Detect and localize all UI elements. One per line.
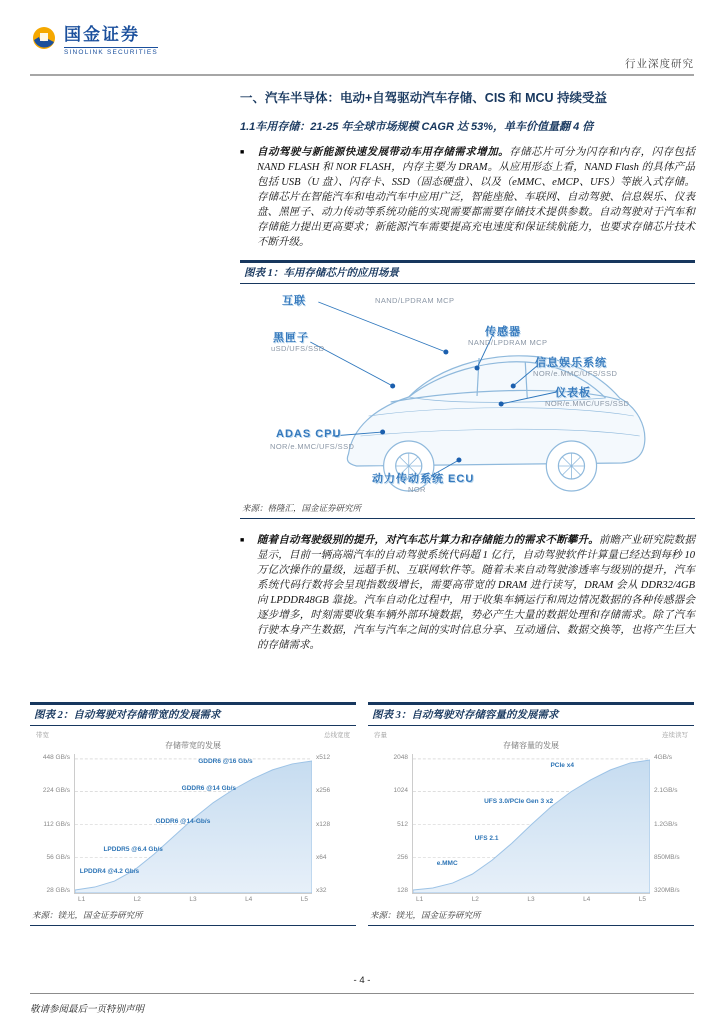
sinolink-logo-icon [30, 24, 58, 52]
figure-2-source: 来源：镁光，国金证券研究所 [30, 906, 356, 926]
capacity-plot-area [412, 754, 650, 894]
capacity-right-ticks [650, 754, 690, 894]
paragraph-1-rest: 存储芯片可分为闪存和内存，闪存包括 NAND FLASH 和 NOR FLASH，内存主要为 DRAM。从应用形态上看，NAND Flash 的具体产品包括 USB（U 盘）、闪存卡、SSD（固态硬盘）、以及（eMMC、eMCP、UFS）等嵌入式存储。存储芯片在智能汽车和电动汽车中应用广泛，智能座舱、车联网、自动驾驶、信息娱乐、仪表盘、黑匣子、动力传动等系统功能的实现需要都需要存储技术提供参数。自动驾驶对于汽车和存储能力提出更高要求；新能源汽车需要提高充电速度和保证续航能力，也要求存储芯片技术不断升级。 [257, 147, 696, 248]
callout-powertrain-ecu-memory: NOR [408, 485, 426, 494]
capacity-chart-title: 存储容量的发展 [503, 741, 559, 750]
callout-adas-cpu-memory: NOR/e.MMC/UFS/SSD [270, 442, 355, 451]
footer-divider [30, 993, 694, 994]
right-axis-label: 连续读写 [662, 732, 688, 739]
figure-3-source: 来源：镁光，国金证券研究所 [368, 906, 694, 926]
callout-connectivity-label: 互联 [282, 295, 306, 307]
capacity-chart-axis-heads [372, 730, 690, 739]
subsection-title: 1.1车用存储：21-25 年全球市场规模 CAGR 达 53%，单车价值量翻 4 倍 [240, 121, 594, 133]
chart-annotation-gddr6-16: GDDR6 @16 Gb/s [198, 758, 253, 766]
y-tick: 1024 [393, 787, 408, 795]
left-axis-label: 容量 [374, 732, 387, 739]
callout-blackbox-label: 黑匣子 [273, 332, 309, 344]
figure-1-car-diagram [240, 284, 695, 499]
page-number: - 4 - [353, 975, 371, 986]
callout-sensor-memory: NAND/LPDRAM MCP [468, 338, 548, 347]
paragraph-1-text [257, 145, 695, 250]
brand-name-en: SINOLINK SECURITIES [64, 49, 158, 56]
capacity-left-ticks [372, 754, 412, 894]
chart-annotation-ufs30: UFS 3.0/PCIe Gen 3 x2 [484, 798, 554, 806]
y-tick: 2.1GB/s [654, 787, 678, 795]
left-axis-label: 带宽 [36, 732, 49, 739]
capacity-chart [368, 726, 694, 906]
x-tick: L5 [638, 896, 646, 903]
y-tick: x32 [316, 887, 327, 894]
callout-sensor-label: 传感器 [485, 326, 521, 338]
bandwidth-right-ticks [312, 754, 352, 894]
bandwidth-x-ticks [34, 894, 352, 905]
right-axis-label: 总线宽度 [324, 732, 350, 739]
y-tick: 320MB/s [654, 887, 680, 894]
footer-disclaimer: 敬请参阅最后一页特别声明 [30, 1005, 145, 1015]
paragraph-2-lead: 随着自动驾驶级别的提升，对汽车芯片算力和存储能力的需求不断攀升。 [257, 535, 599, 546]
chart-annotation-emmc: e.MMC [436, 859, 458, 867]
x-tick: L3 [189, 896, 197, 903]
bandwidth-chart [30, 726, 356, 906]
y-tick: x64 [316, 853, 327, 861]
y-tick: 128 [397, 887, 408, 894]
bandwidth-plot-row [34, 754, 352, 894]
chart-annotation-ufs21: UFS 2.1 [474, 834, 499, 842]
bandwidth-chart-title: 存储带宽的发展 [165, 741, 221, 750]
figure-2 [30, 702, 356, 926]
paragraph-2 [240, 533, 695, 653]
y-tick: 256 [397, 853, 408, 861]
y-tick: 56 GB/s [46, 853, 70, 861]
chart-annotation-gddr6-14b: GDDR6 @14-Gb/s [155, 817, 211, 825]
chart-annotation-pcie-x4: PCIe x4 [550, 762, 574, 770]
x-tick: L4 [583, 896, 591, 903]
capacity-area-shape [413, 754, 650, 893]
y-tick: 4GB/s [654, 754, 673, 761]
x-tick: L2 [471, 896, 479, 903]
paragraph-2-rest: 前瞻产业研究院数据显示，目前一辆高端汽车的自动驾驶系统代码超 1 亿行，自动驾驶软件计算量已经达到每秒 10 万亿次操作的量级，远超手机、互联网软件等。随着未来自动驾驶渗透率与级别的提升，汽车系统代码行数将会呈现指数级增长，需要高带宽的 DRAM 进行读写，DRAM 会从 DDR32/4GB 向 LPDDR48GB 靠拢。汽车自动化过程中，用于收集车辆运行和周边情况数据的各种传感器会逐步增多，时刻需要收集车辆外部环境数据，势必产生大量的数据处理和存储需求。除了汽车行驶本身产生数据，汽车与汽车之间的实时信息分享、互动通信、数据交换等，也将产生巨大的存储需求。 [257, 535, 695, 651]
y-tick: x512 [316, 754, 331, 761]
bandwidth-chart-axis-heads [34, 730, 352, 739]
figure-3 [368, 702, 694, 926]
capacity-plot-row [372, 754, 690, 894]
callout-dashboard-memory: NOR/e.MMC/UFS/SSD [545, 399, 630, 408]
x-tick: L1 [416, 896, 424, 903]
figure-2-title: 图表 2：自动驾驶对存储带宽的发展需求 [30, 702, 356, 726]
callout-connectivity-memory: NAND/LPDRAM MCP [375, 296, 455, 305]
x-tick: L1 [78, 896, 86, 903]
chart-annotation-lpddr5: LPDDR5 @6.4 Gb/s [103, 845, 163, 853]
callout-adas-cpu-label: ADAS CPU [276, 428, 342, 440]
y-tick: 28 GB/s [46, 887, 70, 894]
brand-block [30, 20, 158, 56]
y-tick: x256 [316, 787, 331, 795]
x-tick: L3 [527, 896, 535, 903]
paragraph-1 [240, 145, 695, 250]
bullet-square-icon: ■ [240, 537, 245, 544]
figure-1-title: 图表 1：车用存储芯片的应用场景 [240, 260, 695, 284]
y-tick: 2048 [393, 754, 408, 761]
callout-blackbox-memory: uSD/UFS/SSD [271, 344, 325, 353]
chart-annotation-gddr6-14a: GDDR6 @14 Gb/s [181, 784, 237, 792]
callout-dashboard-label: 仪表板 [555, 387, 591, 399]
callout-infotainment-label: 信息娱乐系统 [535, 357, 607, 369]
x-tick: L5 [300, 896, 308, 903]
y-tick: x128 [316, 820, 331, 828]
capacity-x-ticks [372, 894, 690, 905]
y-tick: 512 [397, 820, 408, 828]
bandwidth-left-ticks [34, 754, 74, 894]
callout-powertrain-ecu-label: 动力传动系统 ECU [372, 473, 475, 485]
x-tick: L4 [245, 896, 253, 903]
y-tick: 224 GB/s [42, 787, 70, 795]
figure-3-title: 图表 3：自动驾驶对存储容量的发展需求 [368, 702, 694, 726]
y-tick: 448 GB/s [42, 754, 70, 761]
car-wireframe-illustration [240, 284, 695, 499]
y-tick: 112 GB/s [43, 820, 70, 828]
y-tick: 1.2GB/s [654, 820, 678, 828]
figure-1 [240, 260, 695, 519]
y-tick: 850MB/s [654, 853, 680, 861]
paragraph-1-lead: 自动驾驶与新能源快速发展带动车用存储需求增加。 [257, 147, 510, 158]
header-divider [30, 74, 694, 76]
figure-1-source: 来源：格隆汇，国金证券研究所 [240, 499, 695, 519]
charts-row [30, 702, 694, 926]
section-title: 一、汽车半导体：电动+自驾驱动汽车存储、CIS 和 MCU 持续受益 [240, 91, 608, 105]
report-type-label: 行业深度研究 [625, 58, 694, 70]
brand-name-cn: 国金证券 [64, 25, 140, 44]
paragraph-2-text [257, 533, 695, 653]
main-content [240, 88, 695, 661]
callout-infotainment-memory: NOR/e.MMC/UFS/SSD [533, 369, 618, 378]
chart-annotation-lpddr4: LPDDR4 @4.2 Gb/s [79, 867, 140, 875]
x-tick: L2 [133, 896, 141, 903]
bandwidth-plot-area [74, 754, 312, 894]
bullet-square-icon: ■ [240, 149, 245, 156]
